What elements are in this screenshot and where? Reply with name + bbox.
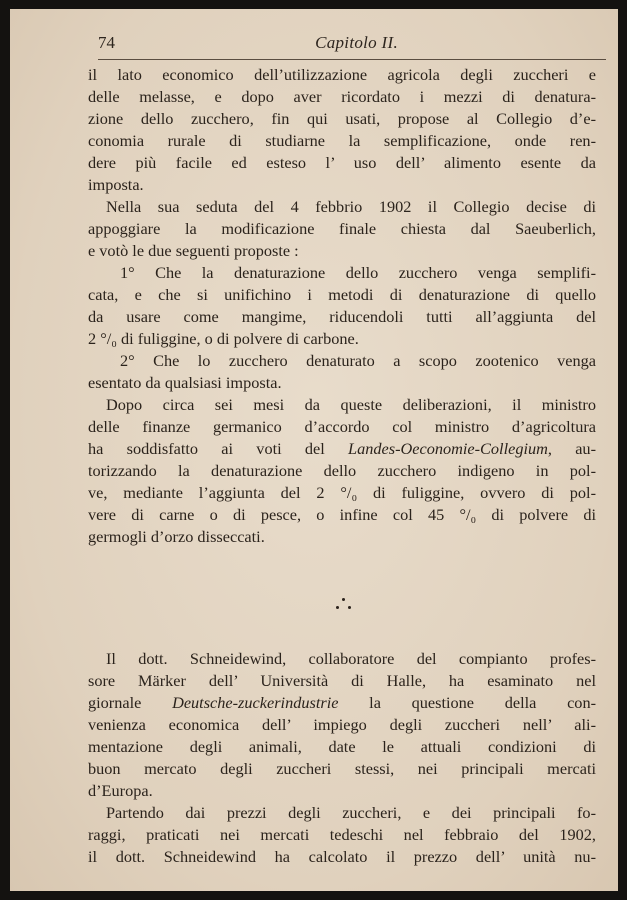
text-line: e votò le due seguenti proposte :	[88, 241, 299, 260]
text-line: dere più facile ed esteso l’ uso dell’ alimento esente da	[88, 153, 596, 172]
text-line: appoggiare la modificazione finale chiesta dal Saeuberlich,	[88, 219, 596, 238]
text-line: 1° Che la denaturazione dello zucchero venga semplifi-	[120, 263, 596, 282]
text-line: germogli d’orzo disseccati.	[88, 527, 265, 546]
italic-title: Landes-Oeconomie-Collegium	[348, 439, 548, 458]
text-line: d’Europa.	[88, 781, 153, 800]
text-line: da usare come mangime, riducendoli tutti all’aggiunta del	[88, 307, 596, 326]
italic-title: Deutsche-zuckerindustrie	[172, 693, 339, 712]
page-number: 74	[98, 33, 115, 52]
text-line: Partendo dai prezzi degli zuccheri, e dei principali fo-	[106, 803, 596, 822]
text-line: imposta.	[88, 175, 144, 194]
text-line: il lato economico dell’utilizzazione agricola degli zuccheri e	[88, 65, 596, 84]
text-line: venienza economica dell’ impiego degli zuccheri nell’ ali-	[88, 715, 596, 734]
text-line: torizzando la denaturazione dello zucchero indigeno in pol-	[88, 461, 596, 480]
text-line: conomia rurale di studiarne la semplificazione, onde ren-	[88, 131, 596, 150]
text-segment: , au-	[547, 439, 596, 458]
text-line: il dott. Schneidewind ha calcolato il prezzo dell’ unità nu-	[88, 847, 596, 866]
asterism-separator	[322, 592, 362, 618]
text-segment: ha soddisfatto ai voti del	[88, 439, 325, 458]
text-line: ve, mediante l’aggiunta del 2 °/₀ di fuliggine, ovvero di pol-	[88, 483, 596, 502]
asterism-dot	[348, 606, 351, 609]
text-line: buon mercato degli zuccheri stessi, nei principali mercati	[88, 759, 596, 778]
text-segment: la questione della con-	[369, 693, 597, 712]
text-line: raggi, praticati nei mercati tedeschi nel febbraio del 1902,	[88, 825, 596, 844]
section-2-text	[88, 648, 596, 868]
section-1-text	[88, 64, 596, 548]
text-line	[88, 692, 596, 714]
text-line: delle finanze germanico d’accordo col ministro d’agricoltura	[88, 417, 596, 436]
text-line: cata, e che si unifichino i metodi di denaturazione di quello	[88, 285, 596, 304]
text-segment: giornale	[88, 693, 142, 712]
text-line: zione dello zucchero, fin qui usati, propose al Collegio d’e-	[88, 109, 596, 128]
running-header	[98, 31, 606, 60]
text-line: Il dott. Schneidewind, collaboratore del compianto profes-	[106, 649, 596, 668]
text-line	[88, 438, 596, 460]
running-title: Capitolo II.	[315, 33, 398, 52]
text-line: sore Märker dell’ Università di Halle, ha esaminato nel	[88, 671, 596, 690]
asterism-dot	[336, 606, 339, 609]
asterism-dot	[342, 598, 345, 601]
text-line: delle melasse, e dopo aver ricordato i mezzi di denatura-	[88, 87, 596, 106]
text-line: Dopo circa sei mesi da queste deliberazioni, il ministro	[106, 395, 596, 414]
text-line: vere di carne o di pesce, o infine col 45 °/₀ di polvere di	[88, 505, 596, 524]
text-line: mentazione degli animali, date le attuali condizioni di	[88, 737, 596, 756]
text-line: 2° Che lo zucchero denaturato a scopo zootenico venga	[120, 351, 596, 370]
text-line: Nella sua seduta del 4 febbrio 1902 il Collegio decise di	[106, 197, 596, 216]
text-line: 2 °/₀ di fuliggine, o di polvere di carbone.	[88, 329, 359, 348]
text-line: esentato da qualsiasi imposta.	[88, 373, 282, 392]
